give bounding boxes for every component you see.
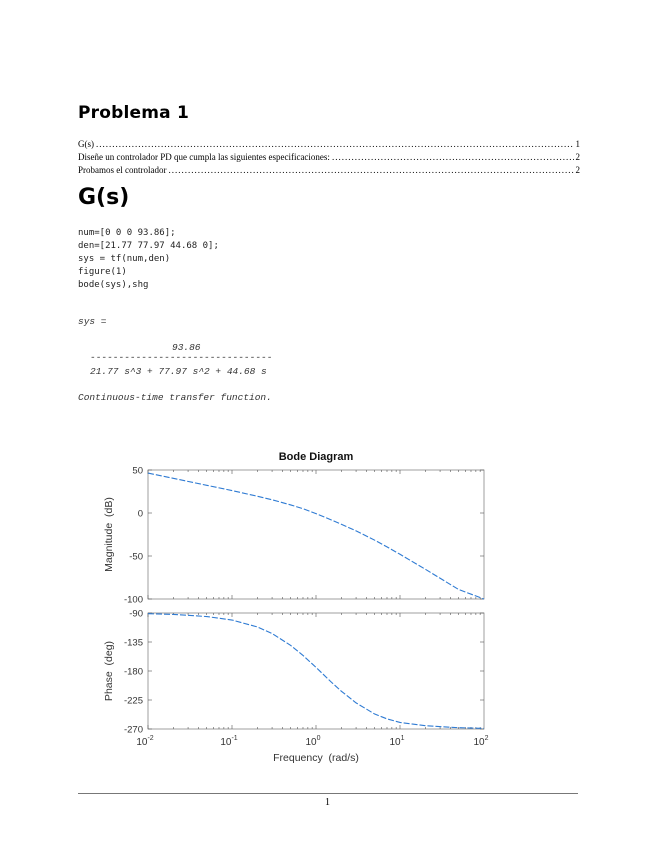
code-line: figure(1): [78, 267, 127, 277]
code-line: sys = tf(num,den): [78, 254, 171, 264]
toc-leader-dots: [168, 165, 573, 175]
y-tick-label: -50: [129, 551, 143, 563]
x-tick-base: 10: [305, 737, 317, 748]
y-axis-label: Magnitude (dB): [103, 497, 115, 572]
x-tick-base: 10: [220, 737, 232, 748]
axes-box: [148, 613, 484, 729]
toc-entry-page: 1: [575, 139, 580, 149]
axes-box: [148, 470, 484, 599]
toc-entry[interactable]: [78, 139, 580, 152]
response-curve: [148, 473, 484, 599]
matlab-code-block: [78, 227, 219, 292]
y-tick-label: -225: [123, 695, 143, 707]
toc-entry-label: G(s): [78, 139, 94, 149]
x-tick-exponent: -1: [231, 735, 238, 742]
y-tick-label: -90: [129, 608, 143, 620]
toc-entry-label: Diseñe un controlador PD que cumpla las siguientes especificaciones:: [78, 152, 330, 162]
x-tick-label: [220, 735, 237, 748]
y-axis-label: Phase (deg): [103, 640, 115, 702]
bode-figure: [100, 446, 500, 771]
output-denominator: 21.77 s^3 + 77.97 s^2 + 44.68 s: [90, 366, 267, 377]
x-tick-label: [473, 735, 488, 748]
output-sys-label: sys =: [78, 316, 107, 327]
toc-entry[interactable]: [78, 152, 580, 165]
footer-divider: [78, 793, 578, 794]
x-tick-label: [389, 735, 404, 748]
x-tick-exponent: 2: [484, 735, 489, 742]
output-numerator: 93.86: [172, 342, 201, 353]
x-tick-base: 10: [136, 737, 148, 748]
chart-title: Bode Diagram: [278, 451, 354, 463]
y-tick-label: -135: [123, 637, 143, 649]
toc-entry-label: Probamos el controlador: [78, 165, 167, 175]
x-tick-label: [305, 735, 320, 748]
output-note: Continuous-time transfer function.: [78, 392, 272, 403]
code-line: num=[0 0 0 93.86];: [78, 228, 176, 238]
document-title: Problema 1: [78, 103, 189, 123]
x-axis-label: Frequency (rad/s): [273, 752, 359, 764]
x-tick-base: 10: [473, 737, 485, 748]
code-line: bode(sys),shg: [78, 280, 149, 290]
output-fraction-bar: --------------------------------: [90, 352, 273, 363]
code-line: den=[21.77 77.97 44.68 0];: [78, 241, 219, 251]
bode-diagram: [100, 446, 500, 771]
section-heading-gs: G(s): [78, 185, 130, 210]
toc-leader-dots: [96, 139, 574, 149]
y-tick-label: -180: [123, 666, 143, 678]
x-tick-exponent: 1: [400, 735, 405, 742]
x-tick-exponent: -2: [147, 735, 154, 742]
page-number: 1: [325, 797, 330, 808]
y-tick-label: 50: [132, 465, 143, 477]
toc-entry-page: 2: [575, 152, 580, 162]
x-tick-base: 10: [389, 737, 401, 748]
toc-leader-dots: [332, 152, 574, 162]
toc-entry[interactable]: [78, 165, 580, 178]
y-tick-label: -100: [123, 594, 143, 606]
y-tick-label: 0: [137, 508, 143, 520]
x-tick-label: [136, 735, 153, 748]
y-tick-label: -270: [123, 724, 143, 736]
response-curve: [148, 614, 484, 729]
table-of-contents: [78, 139, 580, 178]
toc-entry-page: 2: [575, 165, 580, 175]
x-tick-exponent: 0: [316, 735, 321, 742]
